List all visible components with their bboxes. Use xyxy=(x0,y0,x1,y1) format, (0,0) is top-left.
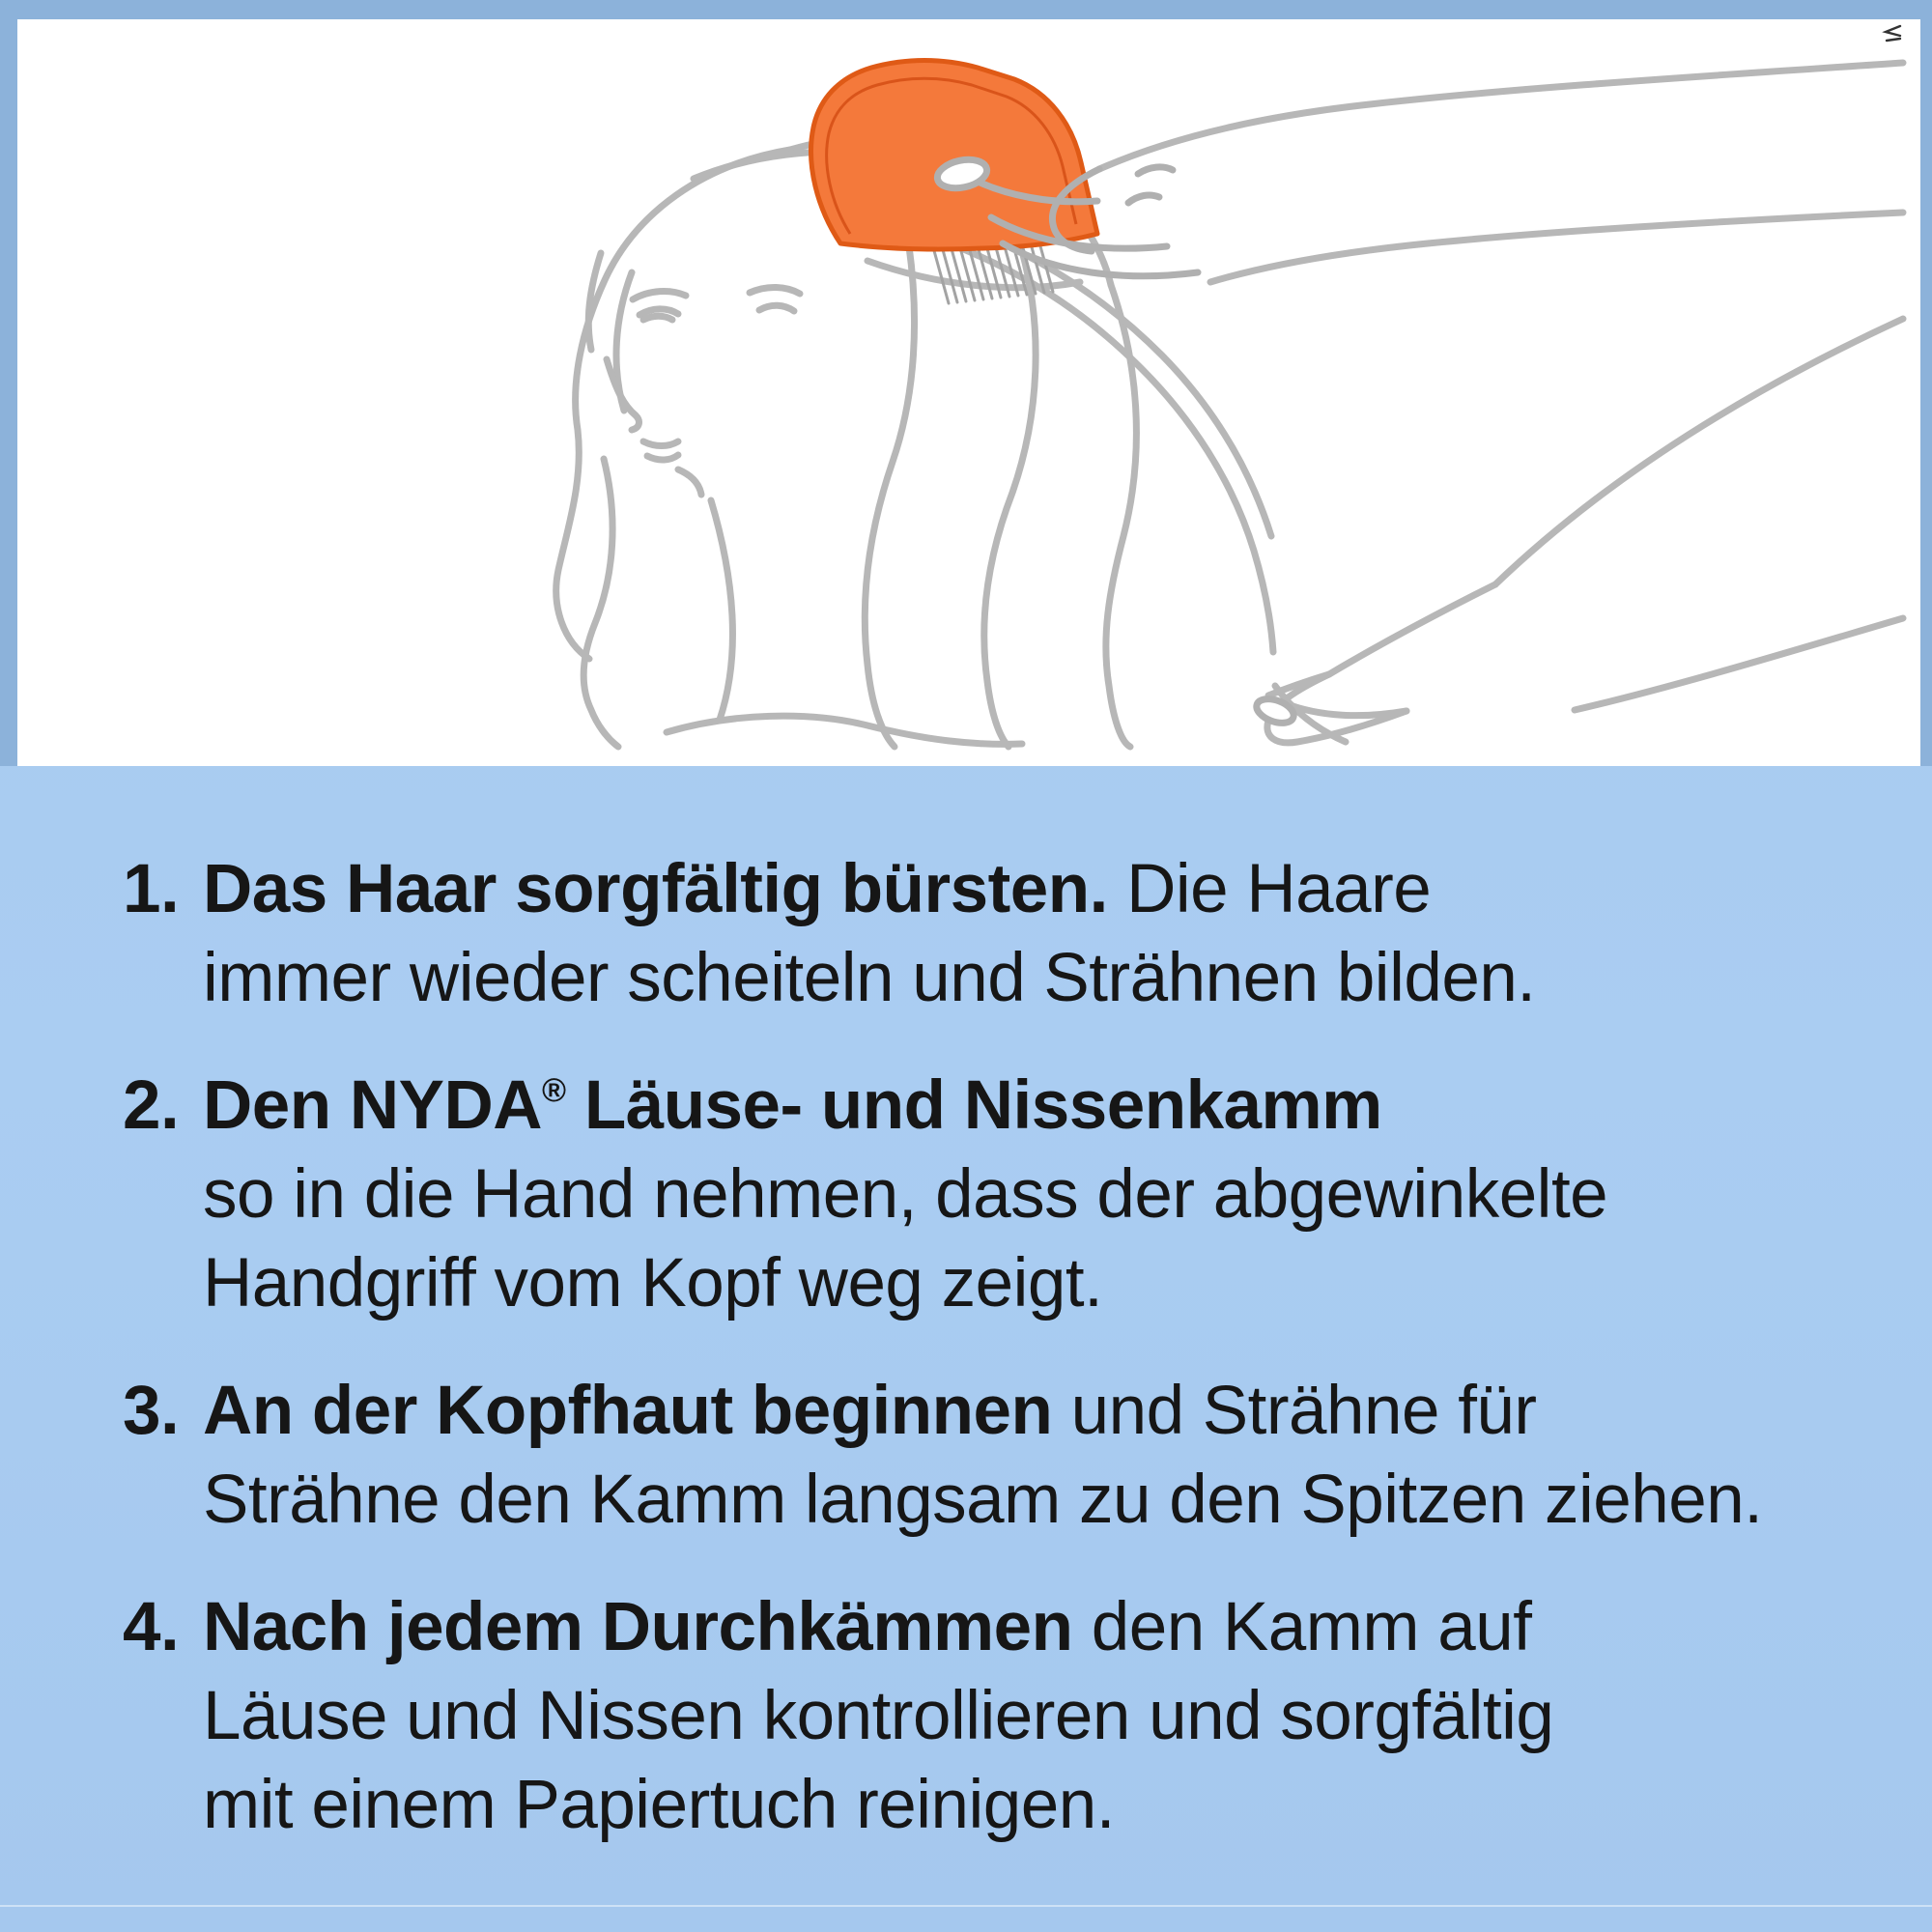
lice-comb-illustration xyxy=(17,19,1920,766)
item-line: Nach jedem Durchkämmen den Kamm auf xyxy=(203,1589,1532,1665)
item-number: 4. xyxy=(123,1589,180,1665)
instruction-item-4 xyxy=(123,1583,1861,1850)
instruction-item-1 xyxy=(123,845,1861,1023)
item-line: An der Kopfhaut beginnen und Strähne für xyxy=(203,1373,1537,1449)
item-line: so in die Hand nehmen, dass der abgewinkelte xyxy=(203,1156,1608,1233)
item-number: 1. xyxy=(123,851,180,927)
illustration-panel xyxy=(17,19,1920,766)
item-number: 2. xyxy=(123,1067,180,1144)
item-line: mit einem Papiertuch reinigen. xyxy=(203,1767,1115,1843)
fold-line xyxy=(0,1905,1932,1907)
tiny-print-mark-icon xyxy=(1880,22,1905,47)
registered-trademark-symbol: ® xyxy=(542,1072,566,1109)
item-line: Handgriff vom Kopf weg zeigt. xyxy=(203,1245,1103,1321)
instruction-item-2 xyxy=(123,1062,1861,1328)
item-line: Das Haar sorgfältig bürsten. Die Haare xyxy=(203,851,1432,927)
item-line: Strähne den Kamm langsam zu den Spitzen ziehen. xyxy=(203,1462,1763,1538)
item-line: Den NYDA® Läuse- und Nissenkamm xyxy=(203,1067,1382,1144)
instruction-item-3 xyxy=(123,1367,1861,1545)
item-line: immer wieder scheiteln und Strähnen bilden. xyxy=(203,940,1536,1016)
instruction-list xyxy=(123,845,1861,1889)
panel-frame xyxy=(0,0,1932,766)
item-line: Läuse und Nissen kontrollieren und sorgfältig xyxy=(203,1678,1554,1754)
item-number: 3. xyxy=(123,1373,180,1449)
